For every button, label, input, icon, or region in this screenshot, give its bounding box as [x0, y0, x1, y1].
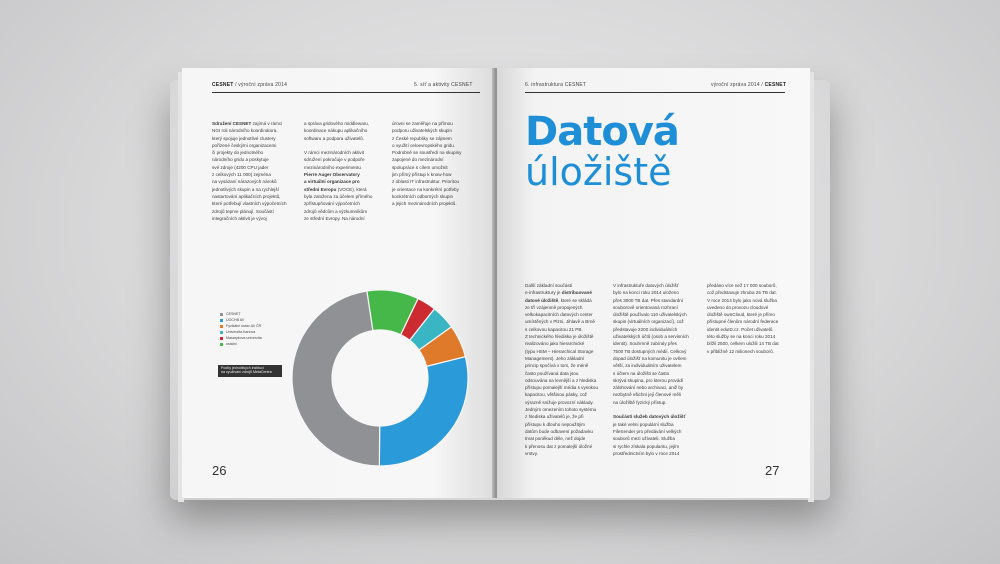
legend-label: Fyzikální ústav AV ČR [226, 324, 262, 328]
page-title-line-2: úložiště [525, 150, 672, 194]
right-header-section: 6. infrastruktura CESNET [525, 82, 587, 88]
legend-title: Podíly jednotlivých institucí na využívání zdrojů MetaCentra [221, 366, 272, 375]
left-column-2: a správa gridového middlewaru, koordinace nákupu aplikačního softwaru a podpora uživatelů. V rámci mezinárodních aktivit sdružení pokračuje v podpoře mezinárodního experimentu Pierre Auger Observatory a virtuální organizace pro střední Evropu (VOCE), která byla založena za účelem přímého zpřístupňování výpočetních zdrojů vědcům a výzkumníkům ze střední Evropy. Na národní [304, 121, 373, 221]
legend-label: ostatní [226, 342, 237, 346]
legend-label: Masarykova univerzita [226, 336, 262, 340]
left-header-section: 5. síť a aktivity CESNET [414, 82, 473, 88]
right-column-1: Další základní součástí e-infrastruktury je distribuované datové úložiště, které se skládá ze tří vzájemně propojených velkokapacitních datových center umístěných v Plzni, Jihlavě a Brně s celkovou kapacitou 21 PB. Z technického hlediska je úložiště realizováno jako hierarchické (typu HSM – Hierarchical Storage Management). Jeho základní princip spočívá v tom, že méně často používaná data jsou odsouvána na levnější a z hlediska přístupu pomalejší média s vysokou kapacitou, většinou pásky, což výrazně snižuje provozní náklady. Jedným omezením tohoto systému z hlediska uživatelů je, že při přístupu k dlouho nepoužitým datům bude odbavení požadavku trvat poněkud déle, než dojde k přenosu dat z pomalejší úložné vrstvy. [525, 283, 599, 456]
left-page [182, 68, 495, 498]
donut-slice [379, 357, 468, 466]
left-column-1: Sdružení CESNET zajímá v rámci NGI roli národního koordinátora, který spojuje jednotlivé clustery pořízené českými organizacemi či projekty do jednotného národního gridu a poskytuje své zdroje (4200 CPU jader z celkových 11 000) zejména na vysázaní nárazových nároků jednotlivých skupin a na rychlejší nastartování aplikačních projektů, které potřebují vlastních výpočetních zdrojů teprve plánují. Součástí integračních aktivit je vývoj [212, 121, 287, 221]
legend-label: Univerzita Karlova [226, 330, 256, 334]
right-page [497, 68, 810, 498]
right-column-3: předáno více než 17 000 souborů, což představuje zhruba 25 TB dat. V roce 2014 bylo jako nová služba uvedeno do provozu cloudové úložiště ownCloud, které je přímo přístupné členům národní federace identit eduID.cz. Počet uživatelů této služby se na konci roku 2014 blížil 2500, celkem uložili 14 TB dat v přibližně 12 milionech souborů. [707, 283, 779, 354]
right-header-rule [525, 92, 785, 93]
legend-label: CESNET [226, 312, 241, 316]
page-title-line-1: Datová [525, 109, 679, 155]
left-header-brand: CESNET / výroční zpráva 2014 [212, 82, 288, 88]
right-header-brand: výroční zpráva 2014 / CESNET [711, 82, 787, 88]
right-column-2: V infrastruktuře datových úložišť bylo na konci roku 2014 uloženo přes 3000 TB dat. Přes standardní souborově orientovaná rozhraní úložiště používalo 110 uživatelských skupin (virtuálních organizací), což představuje 2200 individuálních uživatelských účtů (osob a servisních identit). Souhrnně zabíraly přes 7500 TB dostupných médií. Celkový dopad úložišť na komunitu je ovšem větší, za individuálním uživatelem s účtem na úložišti se často skrývá skupina, pro kterou provádí zálohování nebo archivaci, aniž by nezbytně všichni její členové měli na úložiště fyzický přístup. Součástí služeb datových úložišť je také velmi populární služba FileSender pro předávání velkých souborů mezi uživateli. Služba si rychle získala popularitu, jejím prostřednictvím bylo v roce 2014 [613, 283, 689, 456]
right-page-number: 27 [765, 463, 780, 478]
left-page-number: 26 [212, 463, 227, 478]
donut-chart [182, 68, 495, 498]
legend-label: ÚOCHB AV [226, 318, 245, 322]
donut-slice [292, 291, 380, 466]
left-column-3: úrovni se zaměřuje na přímou podporu uživatelských skupin z České republiky se zájmem o využití celoevropského gridu. Podrobně se soustředí na skupiny zapojené do mezinárodní spolupráce s cílem umožnit jim přímý přístup k know-how z oblasti IT infrastruktur. Prioritou je orientace na konkrétní potřeby konkrétních odborných skupin a jejich mezinárodních projektů. [392, 121, 462, 207]
